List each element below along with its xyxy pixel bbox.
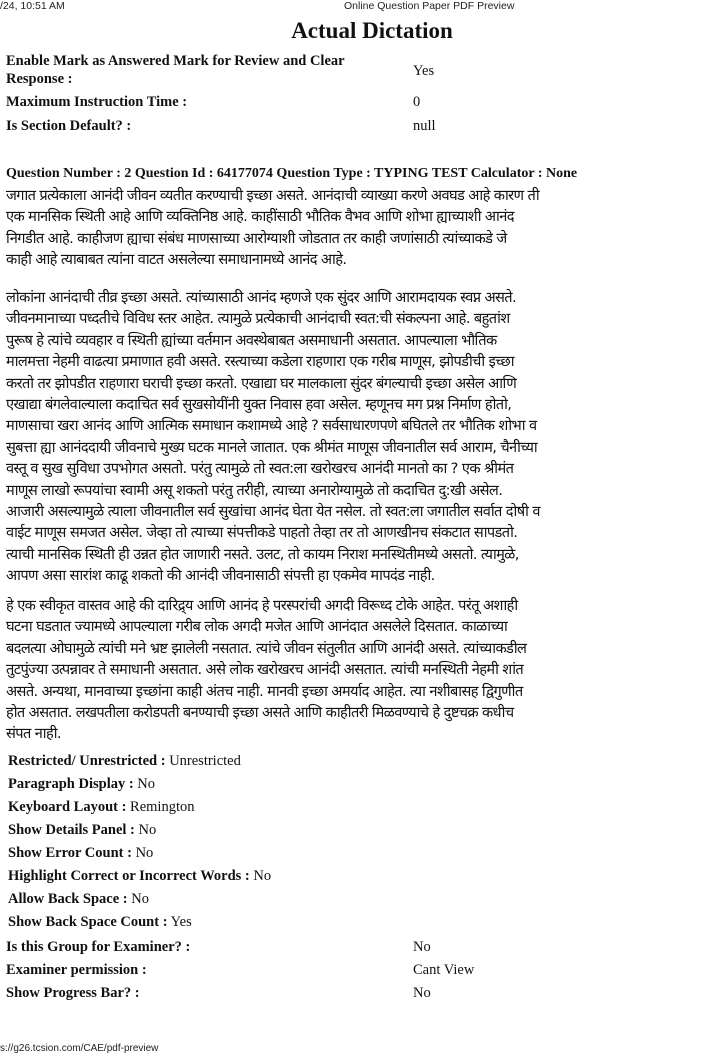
setting-label: Highlight Correct or Incorrect Words : — [8, 868, 250, 884]
setting-restricted — [8, 752, 241, 770]
passage-line: एखाद्या बंगलेवाल्याला कदाचित सर्व सुखसोयींनी युक्त निवास हवा असेल. म्हणूनच मग प्रश्न निर्माण होतो, — [6, 396, 512, 414]
setting-backspace-count — [8, 913, 192, 931]
passage-line: पुरूष हे त्यांचे व्यवहार व स्थिती ह्यांच्या वर्तमान अवस्थेबाबत असमाधानी असतात. आपल्याला भौतिक — [6, 331, 497, 349]
passage-line: माणूस लाखो रूपयांचा स्वामी असू शकतो परंतु तरीही, त्याच्या अनारोग्यामुळे तो कदाचित दु:खी असेल. — [6, 481, 503, 499]
setting-value: Remington — [126, 799, 195, 815]
setting-keyboard-layout — [8, 798, 195, 816]
passage-line: लोकांना आनंदाची तीव्र इच्छा असते. त्यांच्यासाठी आनंद म्हणजे एक सुंदर आणि आरामदायक स्वप्न असते. — [6, 289, 517, 306]
passage-line: जीवनमानाच्या पध्दतीचे विविध स्तर आहेत. त्यामुळे प्रत्येकाची आनंदाची स्वत:ची संकल्पना आहे. बहुतांश — [6, 310, 510, 328]
setting-value: No — [127, 891, 149, 907]
browser-print-header — [0, 0, 720, 14]
setting-error-count — [8, 844, 153, 862]
setting-label: Show Back Space Count : — [8, 914, 168, 930]
passage-line: वाईट माणूस समजत असेल. जेव्हा तो त्याच्या संपत्तीकडे पाहतो तेव्हा तर तो आणखीनच संकटात सापडतो. — [6, 524, 518, 542]
passage-paragraph-3 — [6, 595, 720, 745]
passage-line: असते. अन्यथा, मानवाच्या इच्छांना काही अंतच नाही. मानवी इच्छा अमर्याद आहेत. त्या नशीबासह द्विगुणीत — [6, 682, 523, 700]
setting-label: Show Error Count : — [8, 845, 132, 861]
setting-label: Keyboard Layout : — [8, 799, 127, 815]
passage-line: निगडीत आहे. काहीजण ह्याचा संबंध माणसाच्या आरोग्याशी जोडतात तर काही जणांसाठी त्यांच्याकडे जे — [6, 229, 507, 247]
passage-line: काही आहे त्याबाबत त्यांना वाटत असलेल्या समाधानामध्ये आनंद आहे. — [6, 251, 347, 269]
prop-value-mark-answered: Yes — [413, 63, 435, 79]
page-title: Actual Dictation — [291, 18, 453, 43]
setting-highlight-words — [8, 867, 271, 885]
group-label-examiner: Is this Group for Examiner? : — [6, 939, 191, 955]
passage-line: मालमत्ता नेहमी वाढत्या प्रमाणात हवी असते. रस्त्याच्या कडेला राहणारा एक गरीब माणूस, झोपडीची इच्छा — [6, 353, 514, 371]
group-value-examiner-permission: Cant View — [413, 962, 475, 978]
setting-label: Allow Back Space : — [8, 891, 128, 907]
group-label-progress-bar: Show Progress Bar? : — [6, 985, 140, 1001]
prop-label-line: Response : — [6, 71, 73, 87]
passage-line: हे एक स्वीकृत वास्तव आहे की दारिद्र्य आणि आनंद हे परस्परांची अगदी विरूध्द टोके आहेत. परंतू अशाही — [6, 597, 518, 614]
passage-line: आपण असा सारांश काढू शकतो की आनंदी जीवनासाठी संपत्ती हा एकमेव मापदंड नाही. — [6, 567, 435, 585]
passage-line: संपत नाही. — [6, 725, 61, 743]
setting-value: No — [131, 845, 154, 861]
print-timestamp: /24, 10:51 AM — [0, 0, 65, 12]
passage-line: एक मानसिक स्थिती आहे आणि व्यक्तिनिष्ठ आहे. काहींसाठी भौतिक वैभव आणि शोभा ह्याच्याशी आनंद — [6, 208, 514, 226]
print-title: Online Question Paper PDF Preview — [344, 0, 515, 12]
print-footer-url: s://g26.tcsion.com/CAE/pdf-preview — [0, 1043, 159, 1054]
question-info-line: Question Number : 2 Question Id : 64177074 Question Type : TYPING TEST Calculator : None — [6, 166, 578, 181]
prop-label-max-instruction-time — [6, 93, 187, 111]
passage-line: बदलत्या ओघामुळे त्यांची मने भ्रष्ट झालेली नसतात. त्यांचे जीवन संतुलीत आणि आनंदी असते. त्यांच्याकडील — [6, 639, 527, 657]
setting-value: Yes — [167, 914, 192, 930]
passage-line: होत असतात. लखपतीला करोडपती बनण्याची इच्छा असते आणि काहीतरी मिळवण्याचे हे दुष्टचक्र कधीच — [6, 704, 514, 722]
setting-label: Paragraph Display : — [8, 776, 134, 792]
passage-paragraph-1 — [6, 185, 720, 271]
passage-line: तुटपुंज्या उत्पन्नावर ते समाधानी असतात. असे लोक खरोखरच आनंदी असतात. त्यांची मनस्थिती नेहमी शांत — [6, 661, 524, 679]
passage-line: जगात प्रत्येकाला आनंदी जीवन व्यतीत करण्याची इच्छा असते. आनंदाची व्याख्या करणे अवघड आहे कारण ती — [6, 187, 540, 204]
setting-paragraph-display — [8, 775, 155, 793]
passage-line: माणसाचा खरा आनंद आणि आत्मिक समाधान कशामध्ये आहे ? सर्वसाधारणपणे बघितले तर भौतिक शोभा व — [6, 417, 537, 435]
setting-value: No — [134, 822, 157, 838]
passage-line: त्याची मानसिक स्थिती ही उन्नत होत जाणारी नसते. उलट, तो कायम निराश मनस्थितीमध्ये असतो. त्यामुळे, — [6, 545, 519, 563]
setting-label: Show Details Panel : — [8, 822, 135, 838]
setting-label: Restricted/ Unrestricted : — [8, 753, 166, 769]
prop-label-line: Maximum Instruction Time : — [6, 94, 188, 110]
setting-value: Unrestricted — [165, 753, 241, 769]
passage-line: आजारी असल्यामुळे त्याला जीवनातील सर्व सुखांचा आनंद घेता येत नसेल. तो स्वत:ला जगातील सर्वात दोषी व — [6, 503, 540, 521]
passage-line: करतो तर झोपडीत राहणारा घराची इच्छा करतो. एखाद्या घर मालकाला सुंदर बंगल्याची इच्छा असेल आणि — [6, 374, 517, 392]
prop-label-line: Enable Mark as Answered Mark for Review and Clear — [6, 53, 345, 69]
passage-line: वस्तू व सुख सुविधा उपभोगत असतो. परंतु त्यामुळे तो स्वत:ला खरोखरच आनंदी मानतो का ? एक श्रीमंत — [6, 460, 514, 478]
setting-details-panel — [8, 821, 156, 839]
setting-value: No — [249, 868, 272, 884]
group-label-examiner-permission: Examiner permission : — [6, 962, 147, 978]
passage-line: सुबत्ता ह्या आनंददायी जीवनाचे मुख्य घटक मानले जातात. एक श्रीमंत माणूस जीवनातील सर्व आराम, चैनीच्या — [6, 438, 538, 456]
passage-paragraph-2 — [6, 287, 720, 587]
group-value-examiner: No — [413, 939, 431, 955]
group-value-progress-bar: No — [413, 985, 431, 1001]
setting-value: No — [133, 776, 156, 792]
prop-label-line: Is Section Default? : — [6, 118, 132, 134]
prop-value-max-instruction-time: 0 — [413, 94, 421, 110]
prop-label-section-default — [6, 117, 131, 135]
passage-line: घटना घडतात ज्यामध्ये आपल्याला गरीब लोक अगदी मजेत आणि आनंदात असलेले दिसतात. काळाच्या — [6, 618, 508, 636]
setting-allow-backspace — [8, 890, 149, 908]
prop-label-mark-answered — [6, 52, 345, 88]
prop-value-section-default: null — [413, 118, 436, 134]
